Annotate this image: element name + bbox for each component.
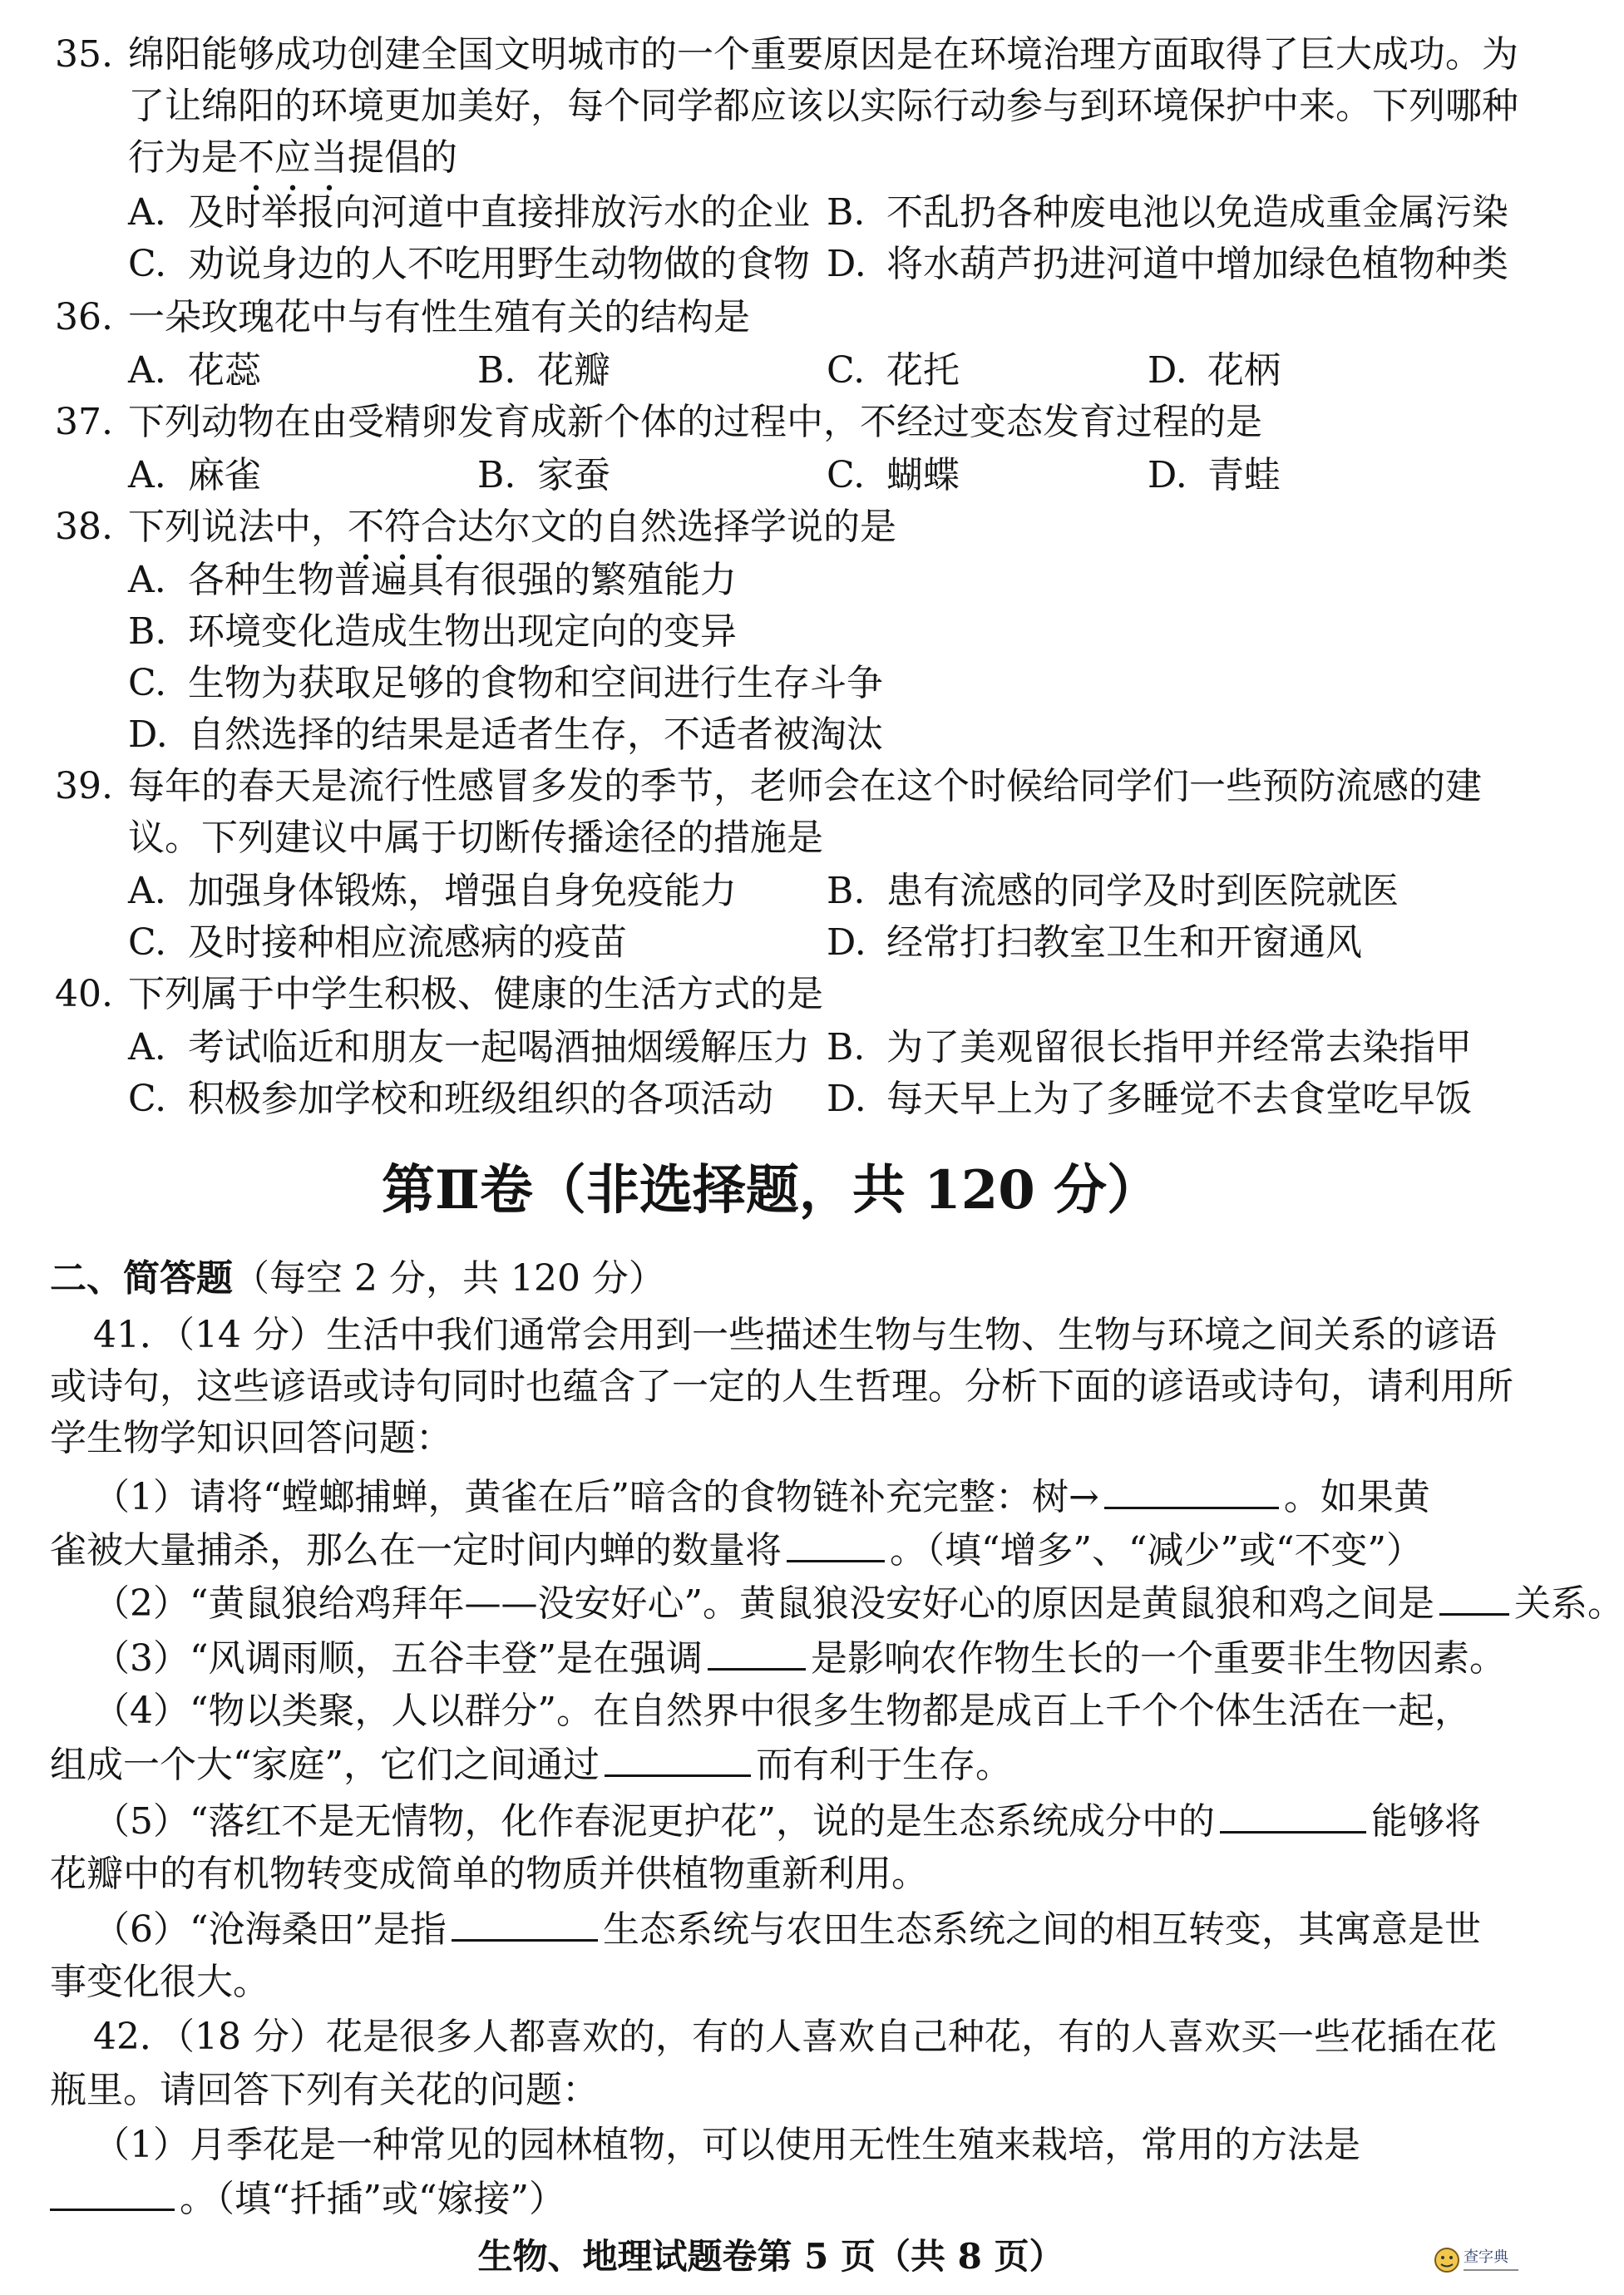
q41-part5-line1: （5）“落红不是无情物，化作春泥更护花”，说的是生态系统成分中的 能够将 xyxy=(93,1798,1481,1844)
q41-intro-line3: 学生物学知识回答问题： xyxy=(50,1417,452,1459)
q39-option-c: C. 及时接种相应流感病的疫苗 xyxy=(128,921,627,964)
q38-option-a: A. 各种生物普遍具有很强的繁殖能力 xyxy=(128,559,737,601)
q41-part6-line2: 事变化很大。 xyxy=(50,1961,269,2003)
q40-option-d: D. 每天早上为了多睡觉不去食堂吃早饭 xyxy=(827,1078,1472,1120)
q40-option-c: C. 积极参加学校和班级组织的各项活动 xyxy=(128,1078,773,1120)
emphasis-text: 不符合 xyxy=(348,506,457,548)
q38-option-d: D. 自然选择的结果是适者生存，不适者被淘汰 xyxy=(128,713,883,756)
q42-part1-line1: （1）月季花是一种常见的园林植物，可以使用无性生殖来栽培，常用的方法是 xyxy=(93,2124,1360,2166)
q41-intro-line2: 或诗句，这些谚语或诗句同时也蕴含了一定的人生哲理。分析下面的谚语或诗句，请利用所 xyxy=(50,1365,1513,1408)
q36-stem: 36. 一朵玫瑰花中与有性生殖有关的结构是 xyxy=(55,296,750,338)
answer-blank[interactable] xyxy=(1439,1580,1509,1616)
q41-intro-line1: 41．（14 分）生活中我们通常会用到一些描述生物与生物、生物与环境之间关系的谚语 xyxy=(93,1314,1497,1356)
q38-stem: 38. 下列说法中，不符合达尔文的自然选择学说的是 xyxy=(55,506,896,548)
q35-option-b: B. 不乱扔各种废电池以免造成重金属污染 xyxy=(827,191,1508,234)
q39-option-a: A. 加强身体锻炼，增强自身免疫能力 xyxy=(128,870,737,912)
answer-blank[interactable] xyxy=(708,1635,806,1671)
q41-part1-line2: 雀被大量捕杀，那么在一定时间内蝉的数量将 。（填“增多”、“减少”或“不变”） xyxy=(50,1527,1423,1573)
svg-text:查字典: 查字典 xyxy=(1464,2248,1508,2266)
section-title: 第Ⅱ卷（非选择题，共 120 分） xyxy=(381,1159,1161,1222)
q36-option-d: D. 花柄 xyxy=(1148,349,1281,392)
q37-option-a: A. 麻雀 xyxy=(128,454,261,496)
q35-option-d: D. 将水葫芦扔进河道中增加绿色植物种类 xyxy=(827,243,1508,285)
q41-part3: （3）“风调雨顺，五谷丰登”是在强调 是影响农作物生长的一个重要非生物因素。 xyxy=(93,1635,1506,1681)
q40-option-b: B. 为了美观留很长指甲并经常去染指甲 xyxy=(827,1026,1472,1069)
q41-part2: （2）“黄鼠狼给鸡拜年——没安好心”。黄鼠狼没安好心的原因是黄鼠狼和鸡之间是 关系。 xyxy=(93,1580,1624,1626)
q35-line3: 行为是不应当提倡的 xyxy=(128,136,457,179)
q41-part6-line1: （6）“沧海桑田”是指 生态系统与农田生态系统之间的相互转变，其寓意是世 xyxy=(93,1906,1481,1952)
q37-option-c: C. 蝴蝶 xyxy=(827,454,960,496)
q42-part1-line2: 。（填“扦插”或“嫁接”） xyxy=(50,2175,565,2222)
q35-option-a: A. 及时举报向河道中直接排放污水的企业 xyxy=(128,191,810,234)
answer-blank[interactable] xyxy=(787,1527,885,1562)
page-footer: 生物、地理试题卷第 5 页（共 8 页） xyxy=(477,2236,1064,2277)
q40-option-a: A. 考试临近和朋友一起喝酒抽烟缓解压力 xyxy=(128,1026,810,1069)
q36-option-b: B. 花瓣 xyxy=(477,349,610,392)
q42-intro-line1: 42．（18 分）花是很多人都喜欢的，有的人喜欢自己种花，有的人喜欢买一些花插在花 xyxy=(93,2016,1497,2058)
q35-line2: 了让绵阳的环境更加美好，每个同学都应该以实际行动参与到环境保护中来。下列哪种 xyxy=(128,85,1518,127)
q40-stem: 40. 下列属于中学生积极、健康的生活方式的是 xyxy=(55,973,823,1015)
q39-option-b: B. 患有流感的同学及时到医院就医 xyxy=(827,870,1399,912)
q41-part4-line1: （4）“物以类聚，人以群分”。在自然界中很多生物都是成百上千个个体生活在一起， xyxy=(93,1690,1471,1732)
q35-option-c: C. 劝说身边的人不吃用野生动物做的食物 xyxy=(128,243,810,285)
part2-heading: 二、简答题（每空 2 分，共 120 分） xyxy=(50,1257,665,1300)
q36-option-a: A. 花蕊 xyxy=(128,349,261,392)
q37-option-b: B. 家蚕 xyxy=(477,454,610,496)
q38-option-b: B. 环境变化造成生物出现定向的变异 xyxy=(128,610,737,653)
q38-option-c: C. 生物为获取足够的食物和空间进行生存斗争 xyxy=(128,662,883,704)
q41-part5-line2: 花瓣中的有机物转变成简单的物质并供植物重新利用。 xyxy=(50,1853,928,1895)
q37-option-d: D. 青蛙 xyxy=(1148,454,1281,496)
q41-part1-line1: （1）请将“螳螂捕蝉，黄雀在后”暗含的食物链补充完整：树→ 。如果黄 xyxy=(93,1473,1430,1520)
q42-intro-line2: 瓶里。请回答下列有关花的问题： xyxy=(50,2069,599,2111)
q39-line2: 议。下列建议中属于切断传播途径的措施是 xyxy=(128,817,823,859)
q41-part4-line2: 组成一个大“家庭”，它们之间通过 而有利于生存。 xyxy=(50,1741,1012,1788)
q36-option-c: C. 花托 xyxy=(827,349,960,392)
answer-blank[interactable] xyxy=(452,1906,598,1942)
q37-stem: 37. 下列动物在由受精卵发育成新个体的过程中，不经过变态发育过程的是 xyxy=(55,401,1262,443)
q39-line1: 39. 每年的春天是流行性感冒多发的季节，老师会在这个时候给同学们一些预防流感的建 xyxy=(55,765,1482,807)
emphasis-text: 不应当 xyxy=(238,136,348,179)
answer-blank[interactable] xyxy=(50,2175,175,2211)
watermark-logo xyxy=(1432,2237,1522,2288)
q35-number: 35. xyxy=(55,33,113,76)
answer-blank[interactable] xyxy=(1104,1473,1279,1509)
q35-line1: 35. 绵阳能够成功创建全国文明城市的一个重要原因是在环境治理方面取得了巨大成功。为 xyxy=(55,32,1518,78)
answer-blank[interactable] xyxy=(1220,1798,1366,1834)
q39-option-d: D. 经常打扫教室卫生和开窗通风 xyxy=(827,921,1362,964)
answer-blank[interactable] xyxy=(605,1741,751,1777)
